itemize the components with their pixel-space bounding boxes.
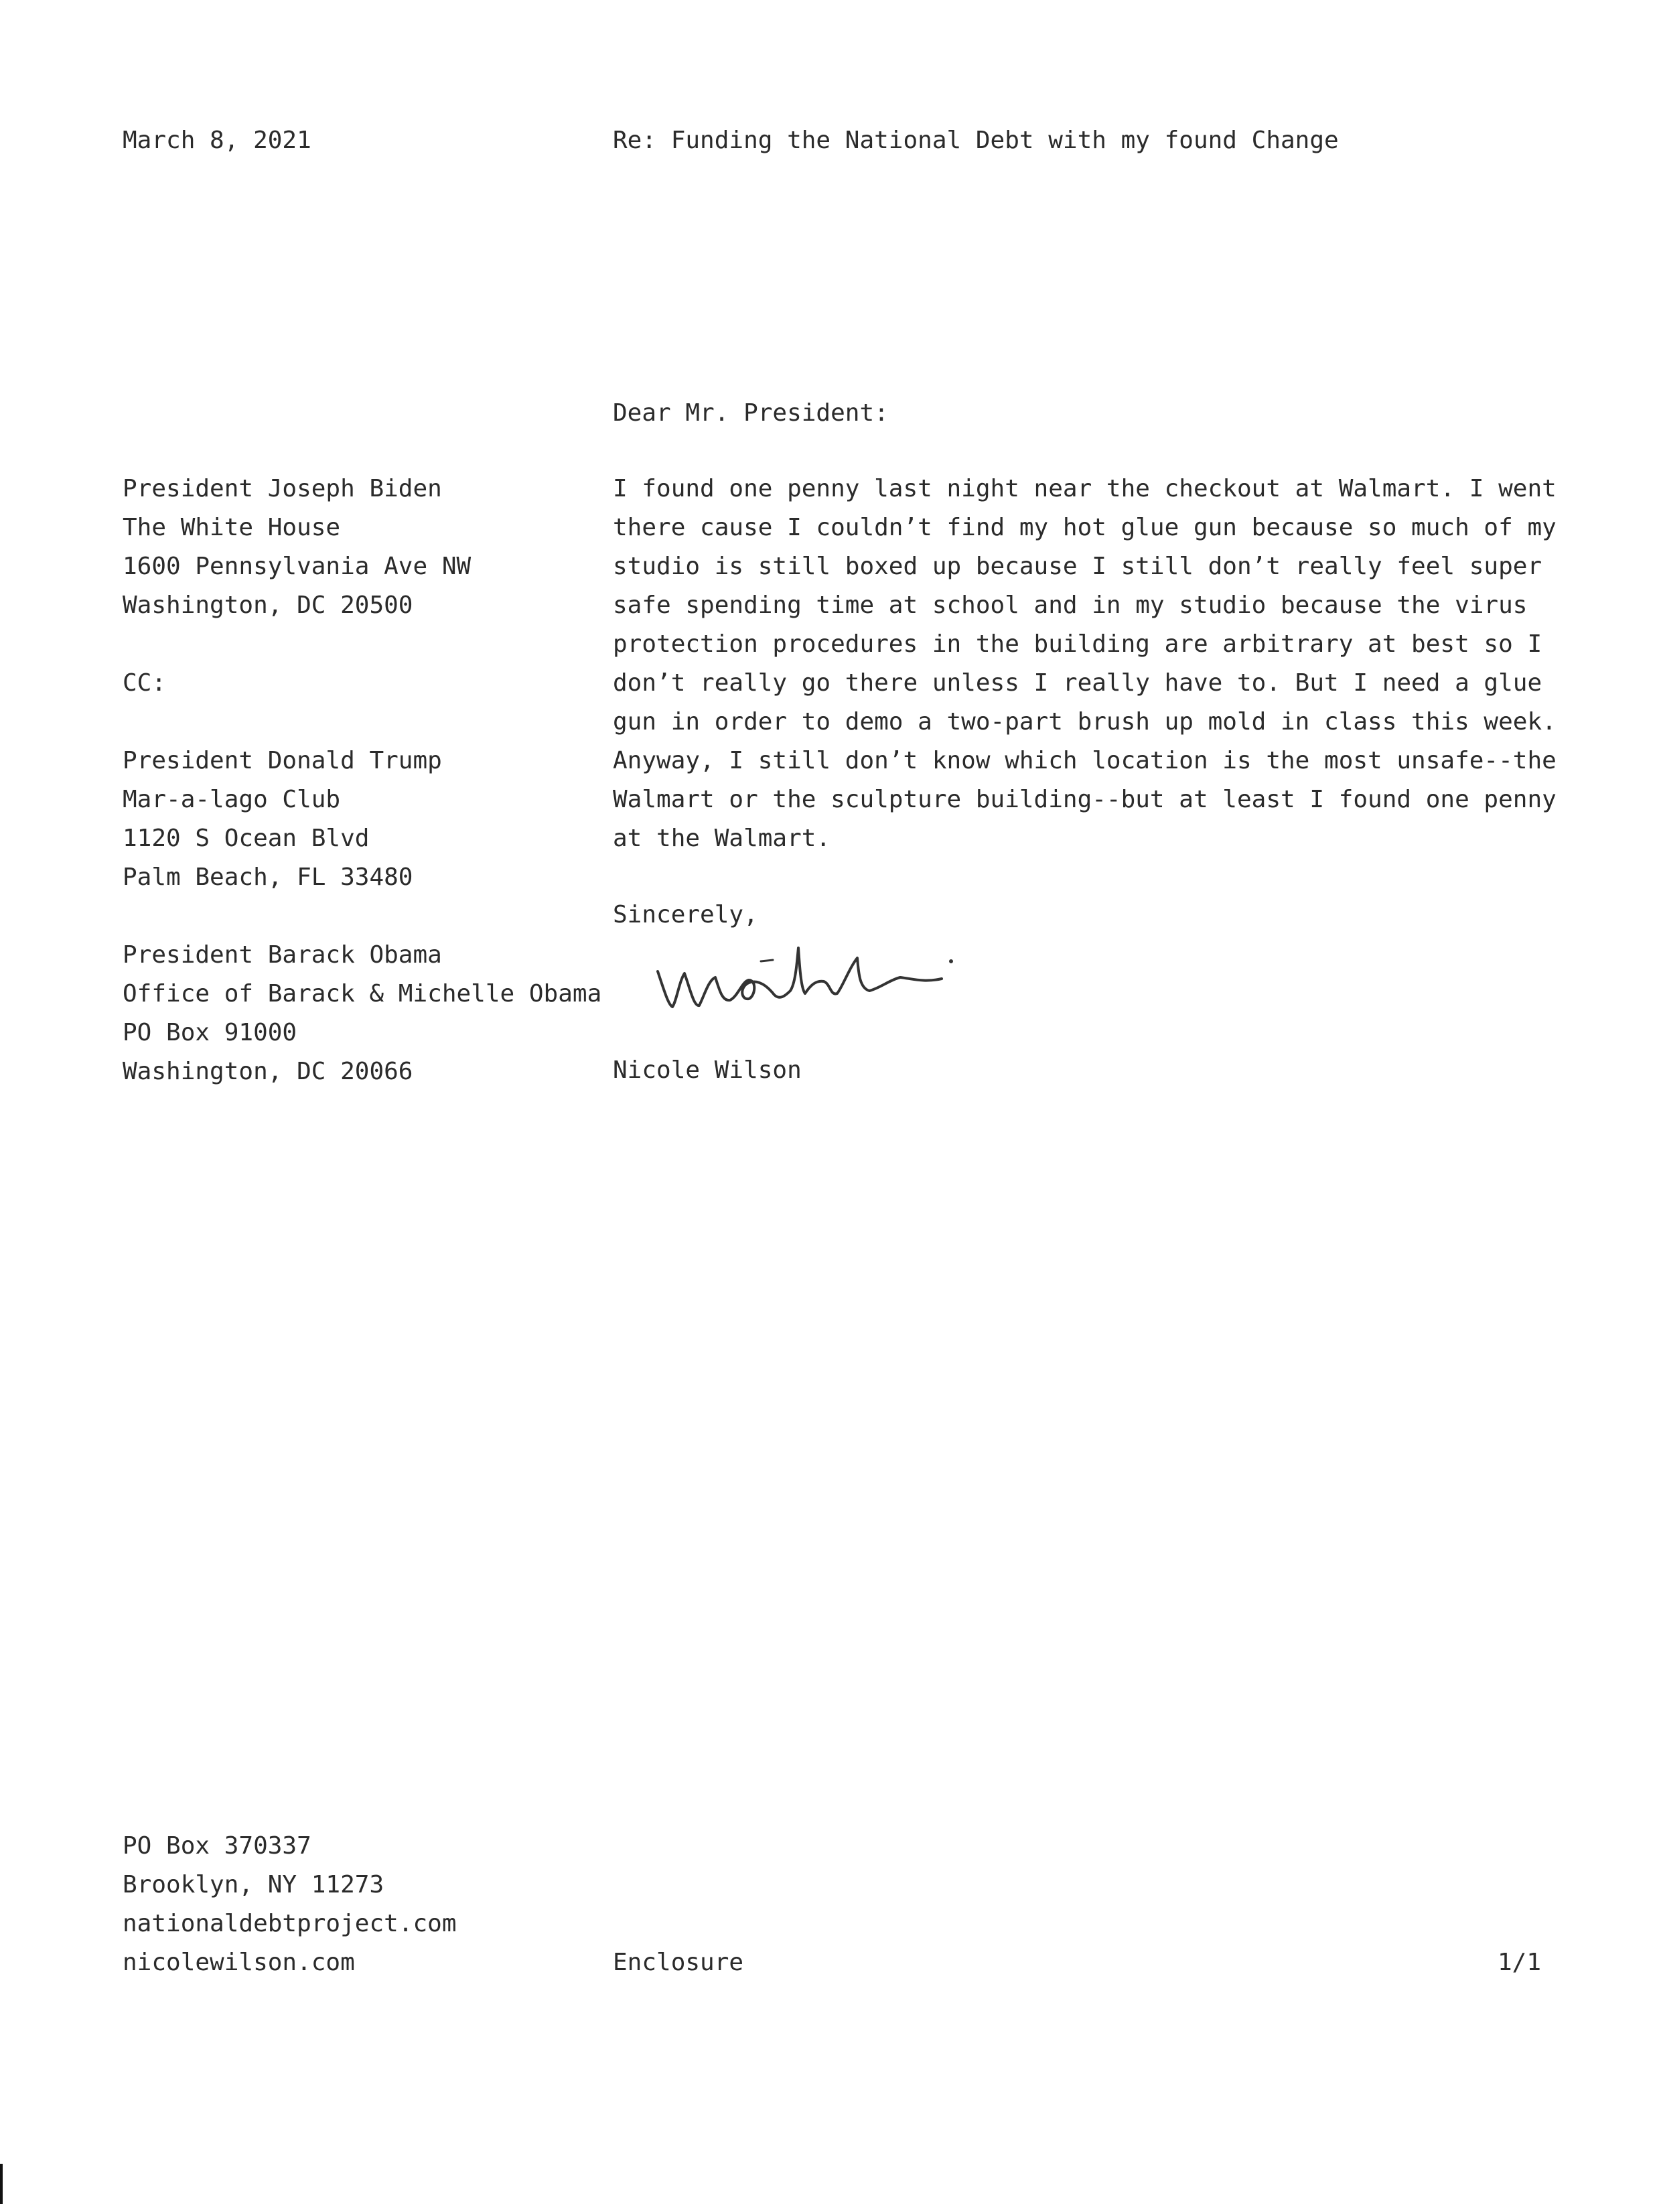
body-line: don’t really go there unless I really have to. But I need a glue: [613, 669, 1542, 697]
handwritten-signature: [648, 921, 983, 1028]
address-line: President Joseph Biden: [123, 475, 442, 502]
primary-recipient-address: [123, 470, 591, 625]
cc-recipient-address: [123, 742, 591, 897]
body-line: gun in order to demo a two-part brush up mold in class this week.: [613, 708, 1557, 736]
sender-website: nationaldebtproject.com: [123, 1910, 457, 1937]
scan-edge-mark: [0, 2164, 3, 2204]
body-line: protection procedures in the building are arbitrary at best so I: [613, 630, 1542, 658]
cc-recipient-address: [123, 936, 602, 1091]
recipients-column: [123, 470, 602, 1091]
address-line: Palm Beach, FL 33480: [123, 863, 413, 891]
address-line: Washington, DC 20066: [123, 1058, 413, 1085]
body-line: Walmart or the sculpture building--but at least I found one penny: [613, 786, 1557, 813]
enclosure-note: Enclosure: [613, 1949, 744, 1976]
body-line: safe spending time at school and in my studio because the virus: [613, 592, 1528, 619]
address-line: 1120 S Ocean Blvd: [123, 825, 370, 852]
salutation: Dear Mr. President:: [613, 399, 889, 427]
sender-website: nicolewilson.com: [123, 1949, 355, 1976]
sender-line: PO Box 370337: [123, 1832, 311, 1860]
address-line: PO Box 91000: [123, 1019, 297, 1046]
address-line: The White House: [123, 514, 341, 541]
letter-date: March 8, 2021: [123, 127, 311, 154]
body-line: I found one penny last night near the checkout at Walmart. I went: [613, 475, 1557, 502]
body-line: at the Walmart.: [613, 825, 831, 852]
sender-line: Brooklyn, NY 11273: [123, 1871, 384, 1898]
body-line: Anyway, I still don’t know which location is the most unsafe--the: [613, 747, 1557, 774]
sender-address: [123, 1827, 457, 1982]
address-line: President Barack Obama: [123, 941, 442, 969]
closing: Sincerely,: [613, 901, 758, 928]
address-line: Washington, DC 20500: [123, 592, 413, 619]
body-line: there cause I couldn’t find my hot glue gun because so much of my: [613, 514, 1557, 541]
letter-body: [613, 470, 1557, 858]
signer-name: Nicole Wilson: [613, 1056, 802, 1084]
page-number: 1/1: [1498, 1949, 1542, 1976]
address-line: President Donald Trump: [123, 747, 442, 774]
address-line: Mar-a-lago Club: [123, 786, 341, 813]
address-line: 1600 Pennsylvania Ave NW: [123, 553, 472, 580]
body-line: studio is still boxed up because I still don’t really feel super: [613, 553, 1542, 580]
cc-label: CC:: [123, 669, 167, 697]
letter-subject: Re: Funding the National Debt with my found Change: [613, 127, 1339, 154]
address-line: Office of Barack & Michelle Obama: [123, 980, 602, 1008]
